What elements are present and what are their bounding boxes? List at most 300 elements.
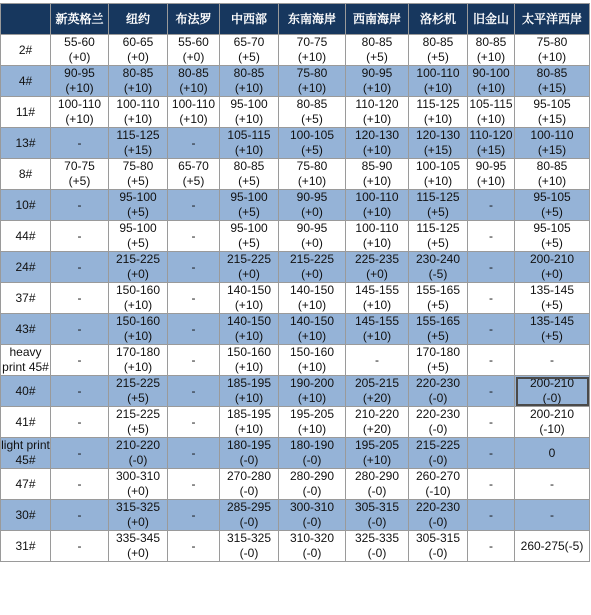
row-label: 13#	[1, 128, 51, 159]
price-change: (+10)	[297, 391, 327, 405]
table-cell[interactable]	[109, 314, 168, 345]
table-cell[interactable]	[220, 159, 279, 190]
price-change: (+10)	[362, 329, 392, 343]
price-range: 190-200	[289, 376, 335, 390]
price-change: (-5)	[428, 267, 448, 281]
table-cell[interactable]	[51, 407, 109, 438]
table-cell[interactable]	[515, 128, 590, 159]
price-range: -	[77, 352, 82, 367]
price-range: 80-85	[233, 66, 265, 80]
price-range: 80-85	[296, 97, 328, 111]
table-cell[interactable]	[279, 469, 346, 500]
price-range: 140-150	[289, 314, 335, 328]
price-range: 100-110	[355, 221, 399, 235]
table-cell[interactable]	[515, 500, 590, 531]
table-cell[interactable]	[279, 376, 346, 407]
table-cell[interactable]	[51, 66, 109, 97]
price-change: (+5)	[427, 360, 449, 374]
price-range: -	[489, 383, 493, 398]
table-cell[interactable]	[409, 438, 468, 469]
table-cell[interactable]	[346, 221, 409, 252]
price-change: (+5)	[127, 391, 149, 405]
table-cell[interactable]	[220, 35, 279, 66]
price-change: (-0)	[367, 515, 387, 529]
table-cell[interactable]	[346, 345, 409, 376]
price-range: -	[489, 507, 493, 522]
price-range: 120-130	[354, 128, 400, 142]
table-cell[interactable]	[468, 531, 515, 562]
table-cell[interactable]	[515, 283, 590, 314]
price-range: 95-105	[533, 221, 571, 235]
header-corner	[1, 4, 51, 35]
table-cell[interactable]	[51, 221, 109, 252]
price-change: (+10)	[234, 422, 264, 436]
table-cell[interactable]	[468, 159, 515, 190]
price-range: -	[77, 445, 82, 460]
table-cell[interactable]	[168, 221, 220, 252]
table-cell[interactable]	[409, 252, 468, 283]
table-cell[interactable]	[346, 252, 409, 283]
row-label: 30#	[1, 500, 51, 531]
price-change: (-0)	[239, 453, 259, 467]
price-change: (+10)	[476, 174, 506, 188]
table-cell[interactable]	[51, 314, 109, 345]
price-change: (+10)	[234, 143, 264, 157]
table-cell[interactable]	[515, 97, 590, 128]
price-change: (+0)	[366, 267, 388, 281]
table-cell[interactable]	[220, 190, 279, 221]
table-row	[1, 469, 590, 500]
table-cell[interactable]	[468, 221, 515, 252]
table-cell[interactable]	[220, 283, 279, 314]
price-range: 260-270	[415, 469, 461, 483]
table-cell[interactable]	[51, 190, 109, 221]
table-cell[interactable]	[468, 66, 515, 97]
price-range: -	[489, 290, 493, 305]
price-range: 85-90	[361, 159, 393, 173]
price-range: 195-205	[354, 438, 400, 452]
price-change: (-0)	[428, 515, 448, 529]
table-cell[interactable]	[51, 35, 109, 66]
price-range: -	[489, 538, 493, 553]
table-cell[interactable]	[109, 283, 168, 314]
price-range: -	[191, 538, 196, 553]
price-change: (+10)	[234, 391, 264, 405]
table-cell[interactable]	[279, 252, 346, 283]
table-cell[interactable]	[109, 407, 168, 438]
table-cell[interactable]	[279, 438, 346, 469]
table-cell[interactable]	[409, 190, 468, 221]
price-range: 150-160	[289, 345, 335, 359]
table-cell[interactable]	[346, 314, 409, 345]
table-cell[interactable]	[409, 314, 468, 345]
column-header: 中西部	[220, 4, 279, 35]
table-cell[interactable]	[220, 314, 279, 345]
table-cell[interactable]	[220, 376, 279, 407]
table-cell[interactable]	[51, 531, 109, 562]
price-range: 80-85	[233, 159, 265, 173]
table-cell[interactable]	[168, 314, 220, 345]
table-cell[interactable]	[109, 159, 168, 190]
table-cell[interactable]	[168, 376, 220, 407]
price-change: (+10)	[362, 205, 392, 219]
price-range: 300-310	[115, 469, 161, 483]
price-change: (+20)	[362, 391, 392, 405]
table-cell[interactable]	[468, 376, 515, 407]
table-cell[interactable]	[168, 469, 220, 500]
price-range: -	[77, 321, 82, 336]
price-range: 75-80	[296, 159, 328, 173]
price-change: (-0)	[428, 546, 448, 560]
column-header: 布法罗	[168, 4, 220, 35]
table-cell[interactable]	[168, 407, 220, 438]
table-cell[interactable]	[109, 128, 168, 159]
table-cell[interactable]	[346, 66, 409, 97]
table-cell[interactable]	[51, 500, 109, 531]
row-label: 47#	[1, 469, 51, 500]
table-cell[interactable]	[279, 97, 346, 128]
price-range: 70-75	[64, 159, 95, 173]
table-cell[interactable]	[109, 221, 168, 252]
table-cell[interactable]	[468, 283, 515, 314]
table-cell[interactable]	[409, 469, 468, 500]
price-range: 100-110	[355, 190, 399, 204]
row-label: 40#	[1, 376, 51, 407]
table-cell[interactable]	[220, 345, 279, 376]
table-cell[interactable]	[515, 252, 590, 283]
table-cell[interactable]	[51, 283, 109, 314]
table-cell[interactable]	[468, 469, 515, 500]
table-cell[interactable]	[515, 438, 590, 469]
price-range: 100-110	[171, 97, 216, 111]
table-cell[interactable]	[346, 376, 409, 407]
price-range: 95-105	[533, 97, 571, 111]
price-range: 220-230	[415, 500, 461, 514]
price-change: (-0)	[302, 484, 322, 498]
price-range: -	[77, 383, 82, 398]
table-cell[interactable]	[51, 438, 109, 469]
table-cell[interactable]	[220, 66, 279, 97]
table-cell[interactable]	[279, 500, 346, 531]
table-cell[interactable]	[279, 314, 346, 345]
table-cell[interactable]	[409, 376, 468, 407]
price-range: 75-80	[296, 66, 328, 80]
price-range: -	[191, 352, 196, 367]
table-cell[interactable]	[346, 159, 409, 190]
table-cell[interactable]	[168, 97, 220, 128]
table-cell[interactable]	[109, 376, 168, 407]
price-change: (+5)	[541, 236, 563, 250]
price-range: 80-85	[475, 35, 507, 49]
price-change: (+10)	[234, 298, 264, 312]
table-cell[interactable]	[346, 97, 409, 128]
table-cell[interactable]	[468, 500, 515, 531]
table-cell[interactable]	[168, 500, 220, 531]
table-row	[1, 128, 590, 159]
table-cell[interactable]	[109, 345, 168, 376]
price-change: (+15)	[537, 112, 567, 126]
table-cell[interactable]	[346, 128, 409, 159]
table-cell[interactable]	[279, 345, 346, 376]
table-cell[interactable]	[346, 438, 409, 469]
price-change: (-0)	[302, 515, 322, 529]
price-range: 90-95	[361, 66, 393, 80]
table-cell[interactable]	[279, 66, 346, 97]
table-cell[interactable]	[409, 159, 468, 190]
price-range: 110-120	[355, 97, 399, 111]
table-cell[interactable]	[168, 190, 220, 221]
table-cell[interactable]	[346, 283, 409, 314]
table-cell[interactable]	[409, 35, 468, 66]
price-range: 280-290	[354, 469, 400, 483]
table-cell[interactable]	[109, 469, 168, 500]
table-cell[interactable]	[220, 97, 279, 128]
table-row	[1, 66, 590, 97]
table-row	[1, 407, 590, 438]
price-change: (-0)	[302, 453, 322, 467]
price-range: -	[77, 259, 82, 274]
price-range: 90-95	[475, 159, 507, 173]
price-range: -	[77, 197, 82, 212]
price-range: 150-160	[115, 283, 161, 297]
table-cell[interactable]	[51, 345, 109, 376]
price-range: 270-280	[226, 469, 272, 483]
price-change: (-0)	[428, 422, 448, 436]
table-cell[interactable]	[168, 438, 220, 469]
table-cell[interactable]	[168, 66, 220, 97]
table-cell[interactable]	[515, 531, 590, 562]
price-change: (-0)	[302, 546, 322, 560]
price-change: (+5)	[427, 329, 449, 343]
table-cell[interactable]	[515, 35, 590, 66]
price-change: (+5)	[301, 143, 323, 157]
table-cell[interactable]	[168, 35, 220, 66]
table-row	[1, 221, 590, 252]
table-cell[interactable]	[409, 221, 468, 252]
price-change: (+10)	[362, 112, 392, 126]
table-cell[interactable]	[220, 469, 279, 500]
price-range: 215-225	[115, 252, 161, 266]
price-change: (+15)	[537, 81, 567, 95]
table-cell[interactable]	[346, 531, 409, 562]
table-cell[interactable]	[51, 469, 109, 500]
table-cell[interactable]	[468, 345, 515, 376]
table-cell[interactable]	[346, 469, 409, 500]
price-range: -	[489, 228, 493, 243]
price-range: 105-115	[469, 97, 513, 111]
table-cell[interactable]	[51, 159, 109, 190]
table-cell[interactable]	[346, 190, 409, 221]
price-range: 215-225	[415, 438, 461, 452]
table-cell[interactable]	[409, 283, 468, 314]
table-cell[interactable]	[220, 407, 279, 438]
table-cell[interactable]	[51, 252, 109, 283]
table-cell[interactable]	[109, 252, 168, 283]
table-cell[interactable]	[515, 376, 590, 407]
table-cell[interactable]	[468, 190, 515, 221]
price-change: (+0)	[541, 267, 563, 281]
price-change: (+10)	[179, 112, 208, 126]
price-range: 80-85	[536, 66, 568, 80]
price-range: 95-105	[533, 190, 571, 204]
table-cell[interactable]	[109, 97, 168, 128]
price-change: (+5)	[127, 174, 149, 188]
price-change: (+0)	[238, 267, 260, 281]
table-cell[interactable]	[346, 500, 409, 531]
price-range: 95-100	[230, 97, 268, 111]
price-change: (+5)	[427, 298, 449, 312]
table-cell[interactable]	[220, 438, 279, 469]
table-cell[interactable]	[409, 345, 468, 376]
price-range: -	[77, 507, 82, 522]
table-cell[interactable]	[346, 407, 409, 438]
table-cell[interactable]	[109, 438, 168, 469]
price-change: (+10)	[297, 360, 327, 374]
table-cell[interactable]	[51, 128, 109, 159]
price-change: (+10)	[234, 360, 264, 374]
column-header: 旧金山	[468, 4, 515, 35]
table-cell[interactable]	[168, 345, 220, 376]
table-cell[interactable]	[109, 35, 168, 66]
table-cell[interactable]	[51, 376, 109, 407]
table-cell[interactable]	[515, 190, 590, 221]
price-change: (+5)	[238, 174, 260, 188]
table-cell[interactable]	[468, 407, 515, 438]
price-change: (+0)	[127, 546, 149, 560]
price-range: 200-210	[529, 376, 575, 390]
price-range: 110-120	[469, 128, 513, 142]
table-cell[interactable]	[409, 128, 468, 159]
table-cell[interactable]	[468, 438, 515, 469]
price-change: (+0)	[68, 50, 91, 64]
table-cell[interactable]	[409, 407, 468, 438]
price-range: -	[77, 476, 82, 491]
price-range: 55-60	[64, 35, 95, 49]
table-cell[interactable]	[51, 97, 109, 128]
table-cell[interactable]	[515, 345, 590, 376]
price-range: 215-225	[115, 376, 161, 390]
price-range: 260-275(-5)	[520, 538, 584, 553]
table-cell[interactable]	[220, 128, 279, 159]
price-range: 210-220	[354, 407, 400, 421]
price-range: 310-320	[289, 531, 335, 545]
table-cell[interactable]	[409, 531, 468, 562]
table-cell[interactable]	[515, 314, 590, 345]
price-range: 145-155	[354, 314, 400, 328]
price-range: 195-205	[289, 407, 335, 421]
price-change: (+0)	[127, 50, 149, 64]
table-cell[interactable]	[168, 283, 220, 314]
table-cell[interactable]	[515, 221, 590, 252]
price-change: (+10)	[423, 81, 453, 95]
price-range: 200-210	[529, 407, 575, 421]
table-cell[interactable]	[279, 283, 346, 314]
price-change: (+10)	[234, 329, 264, 343]
price-range: -	[191, 135, 196, 150]
table-cell[interactable]	[279, 221, 346, 252]
price-change: (-0)	[239, 546, 259, 560]
table-cell[interactable]	[279, 35, 346, 66]
table-cell[interactable]	[220, 221, 279, 252]
table-cell[interactable]	[109, 190, 168, 221]
price-change: (+10)	[362, 143, 392, 157]
price-range: 335-345	[115, 531, 161, 545]
table-cell[interactable]	[279, 531, 346, 562]
price-range: 100-110	[57, 97, 102, 111]
price-range: 150-160	[226, 345, 272, 359]
price-range: 185-195	[226, 376, 272, 390]
price-range: 90-95	[296, 221, 328, 235]
price-range: 315-325	[115, 500, 161, 514]
price-range: 305-315	[354, 500, 400, 514]
table-cell[interactable]	[220, 500, 279, 531]
table-cell[interactable]	[279, 128, 346, 159]
table-cell[interactable]	[168, 159, 220, 190]
table-row	[1, 35, 590, 66]
table-cell[interactable]	[168, 531, 220, 562]
table-cell[interactable]	[109, 500, 168, 531]
table-cell[interactable]	[468, 252, 515, 283]
table-cell[interactable]	[220, 531, 279, 562]
price-range: 300-310	[289, 500, 335, 514]
price-range: 205-215	[354, 376, 400, 390]
price-change: (-0)	[239, 484, 259, 498]
table-cell[interactable]	[409, 500, 468, 531]
price-range: 115-125	[416, 221, 460, 235]
table-cell[interactable]	[515, 407, 590, 438]
price-change: (+5)	[238, 205, 260, 219]
price-range: 120-130	[415, 128, 461, 142]
table-cell[interactable]	[409, 97, 468, 128]
price-range: 95-100	[119, 221, 157, 235]
table-cell[interactable]	[279, 190, 346, 221]
table-cell[interactable]	[168, 128, 220, 159]
table-cell[interactable]	[346, 35, 409, 66]
table-cell[interactable]	[468, 128, 515, 159]
price-range: 70-75	[296, 35, 328, 49]
table-cell[interactable]	[168, 252, 220, 283]
price-range: 220-230	[415, 376, 461, 390]
table-cell[interactable]	[220, 252, 279, 283]
table-cell[interactable]	[468, 97, 515, 128]
table-cell[interactable]	[468, 35, 515, 66]
table-cell[interactable]	[515, 159, 590, 190]
price-change: (+10)	[362, 453, 392, 467]
price-range: 155-165	[415, 283, 461, 297]
table-cell[interactable]	[279, 407, 346, 438]
price-range: 155-165	[415, 314, 461, 328]
table-cell[interactable]	[515, 469, 590, 500]
table-cell[interactable]	[468, 314, 515, 345]
table-row	[1, 314, 590, 345]
price-range: 180-195	[226, 438, 272, 452]
price-range: -	[550, 476, 554, 491]
table-cell[interactable]	[109, 66, 168, 97]
price-range: 80-85	[536, 159, 568, 173]
table-cell[interactable]	[409, 66, 468, 97]
table-cell[interactable]	[279, 159, 346, 190]
price-range: -	[550, 352, 554, 367]
table-cell[interactable]	[109, 531, 168, 562]
price-change: (-0)	[428, 453, 448, 467]
price-range: 170-180	[415, 345, 461, 359]
table-row	[1, 345, 590, 376]
table-cell[interactable]	[515, 66, 590, 97]
price-change: (+0)	[301, 267, 323, 281]
price-range: 100-110	[416, 66, 460, 80]
price-change: (+10)	[297, 422, 327, 436]
price-change: (+0)	[127, 515, 149, 529]
